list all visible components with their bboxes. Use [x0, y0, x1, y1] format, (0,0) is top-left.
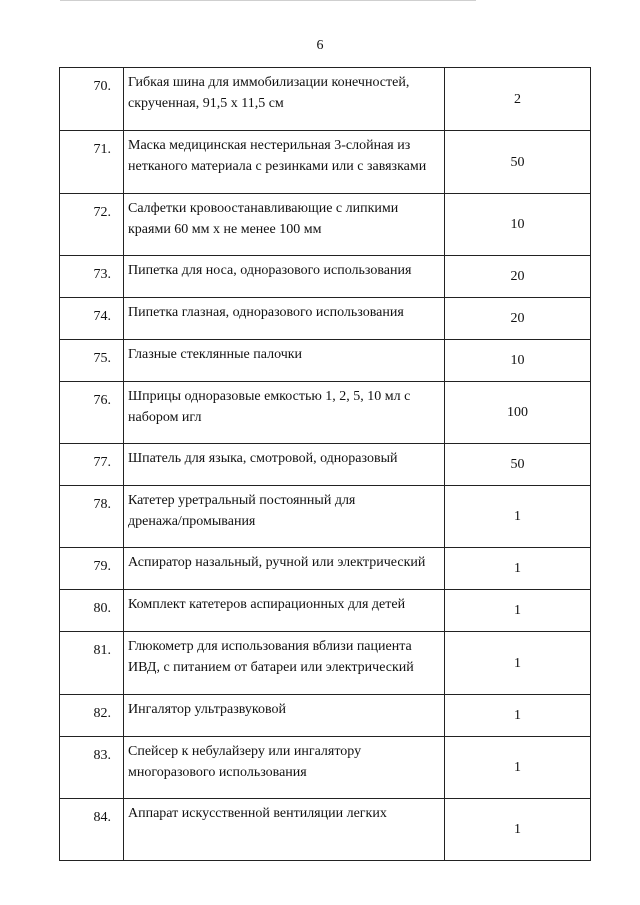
table-row [60, 68, 591, 131]
item-number: 79. [60, 548, 124, 590]
item-quantity: 10 [445, 194, 591, 256]
item-name: Катетер уретральный постоянный для дренажа/промывания [128, 493, 356, 529]
item-name: Гибкая шина для иммобилизации конечностей, скрученная, 91,5 х 11,5 см [128, 75, 410, 111]
item-name: Пипетка глазная, одноразового использования [128, 305, 404, 320]
item-quantity: 50 [445, 131, 591, 194]
item-name-cell [124, 632, 445, 695]
item-number: 81. [60, 632, 124, 695]
item-name-cell [124, 548, 445, 590]
table-row [60, 799, 591, 861]
item-name: Глюкометр для использования вблизи пациента ИВД, с питанием от батареи или электрический [128, 639, 414, 675]
item-name-cell [124, 340, 445, 382]
item-name: Пипетка для носа, одноразового использования [128, 263, 412, 278]
item-name-cell [124, 68, 445, 131]
item-quantity: 1 [445, 548, 591, 590]
table-row [60, 382, 591, 444]
item-name-cell [124, 799, 445, 861]
table-row [60, 548, 591, 590]
table-row [60, 444, 591, 486]
item-name: Спейсер к небулайзеру или ингалятору многоразового использования [128, 744, 362, 780]
item-quantity: 1 [445, 486, 591, 548]
item-name: Аспиратор назальный, ручной или электрический [128, 555, 426, 570]
item-quantity: 1 [445, 590, 591, 632]
table-row [60, 256, 591, 298]
item-quantity: 1 [445, 695, 591, 737]
item-name-cell [124, 194, 445, 256]
item-name-cell [124, 298, 445, 340]
item-quantity: 1 [445, 737, 591, 799]
item-name-cell [124, 131, 445, 194]
item-number: 74. [60, 298, 124, 340]
item-name-cell [124, 256, 445, 298]
item-name-cell [124, 382, 445, 444]
item-number: 83. [60, 737, 124, 799]
scan-top-edge [60, 0, 476, 1]
item-number: 70. [60, 68, 124, 131]
item-number: 75. [60, 340, 124, 382]
item-name: Ингалятор ультразвуковой [128, 702, 287, 717]
item-number: 71. [60, 131, 124, 194]
item-name-cell [124, 486, 445, 548]
table-row [60, 590, 591, 632]
item-number: 80. [60, 590, 124, 632]
item-number: 76. [60, 382, 124, 444]
item-quantity: 100 [445, 382, 591, 444]
equipment-table-body [60, 68, 591, 861]
item-quantity: 20 [445, 256, 591, 298]
item-name-cell [124, 590, 445, 632]
item-name: Глазные стеклянные палочки [128, 347, 303, 362]
item-name-cell [124, 737, 445, 799]
table-row [60, 632, 591, 695]
table-row [60, 131, 591, 194]
item-name-cell [124, 444, 445, 486]
item-name: Маска медицинская нестерильная 3-слойная из нетканого материала с резинками или с завязками [128, 138, 427, 174]
item-quantity: 2 [445, 68, 591, 131]
item-name: Шпатель для языка, смотровой, одноразовый [128, 451, 398, 466]
table-row [60, 298, 591, 340]
item-quantity: 10 [445, 340, 591, 382]
table-row [60, 737, 591, 799]
item-name: Шприцы одноразовые емкостью 1, 2, 5, 10 мл с набором игл [128, 389, 411, 425]
item-name: Аппарат искусственной вентиляции легких [128, 806, 387, 821]
item-number: 78. [60, 486, 124, 548]
item-number: 77. [60, 444, 124, 486]
item-number: 72. [60, 194, 124, 256]
item-number: 73. [60, 256, 124, 298]
item-quantity: 1 [445, 799, 591, 861]
item-number: 82. [60, 695, 124, 737]
item-number: 84. [60, 799, 124, 861]
item-quantity: 20 [445, 298, 591, 340]
item-name: Салфетки кровоостанавливающие с липкими краями 60 мм х не менее 100 мм [128, 201, 399, 237]
table-row [60, 695, 591, 737]
item-name: Комплект катетеров аспирационных для детей [128, 597, 406, 612]
table-row [60, 194, 591, 256]
item-quantity: 1 [445, 632, 591, 695]
table-row [60, 340, 591, 382]
equipment-table [59, 67, 591, 861]
item-name-cell [124, 695, 445, 737]
table-row [60, 486, 591, 548]
item-quantity: 50 [445, 444, 591, 486]
page-number: 6 [316, 38, 324, 53]
